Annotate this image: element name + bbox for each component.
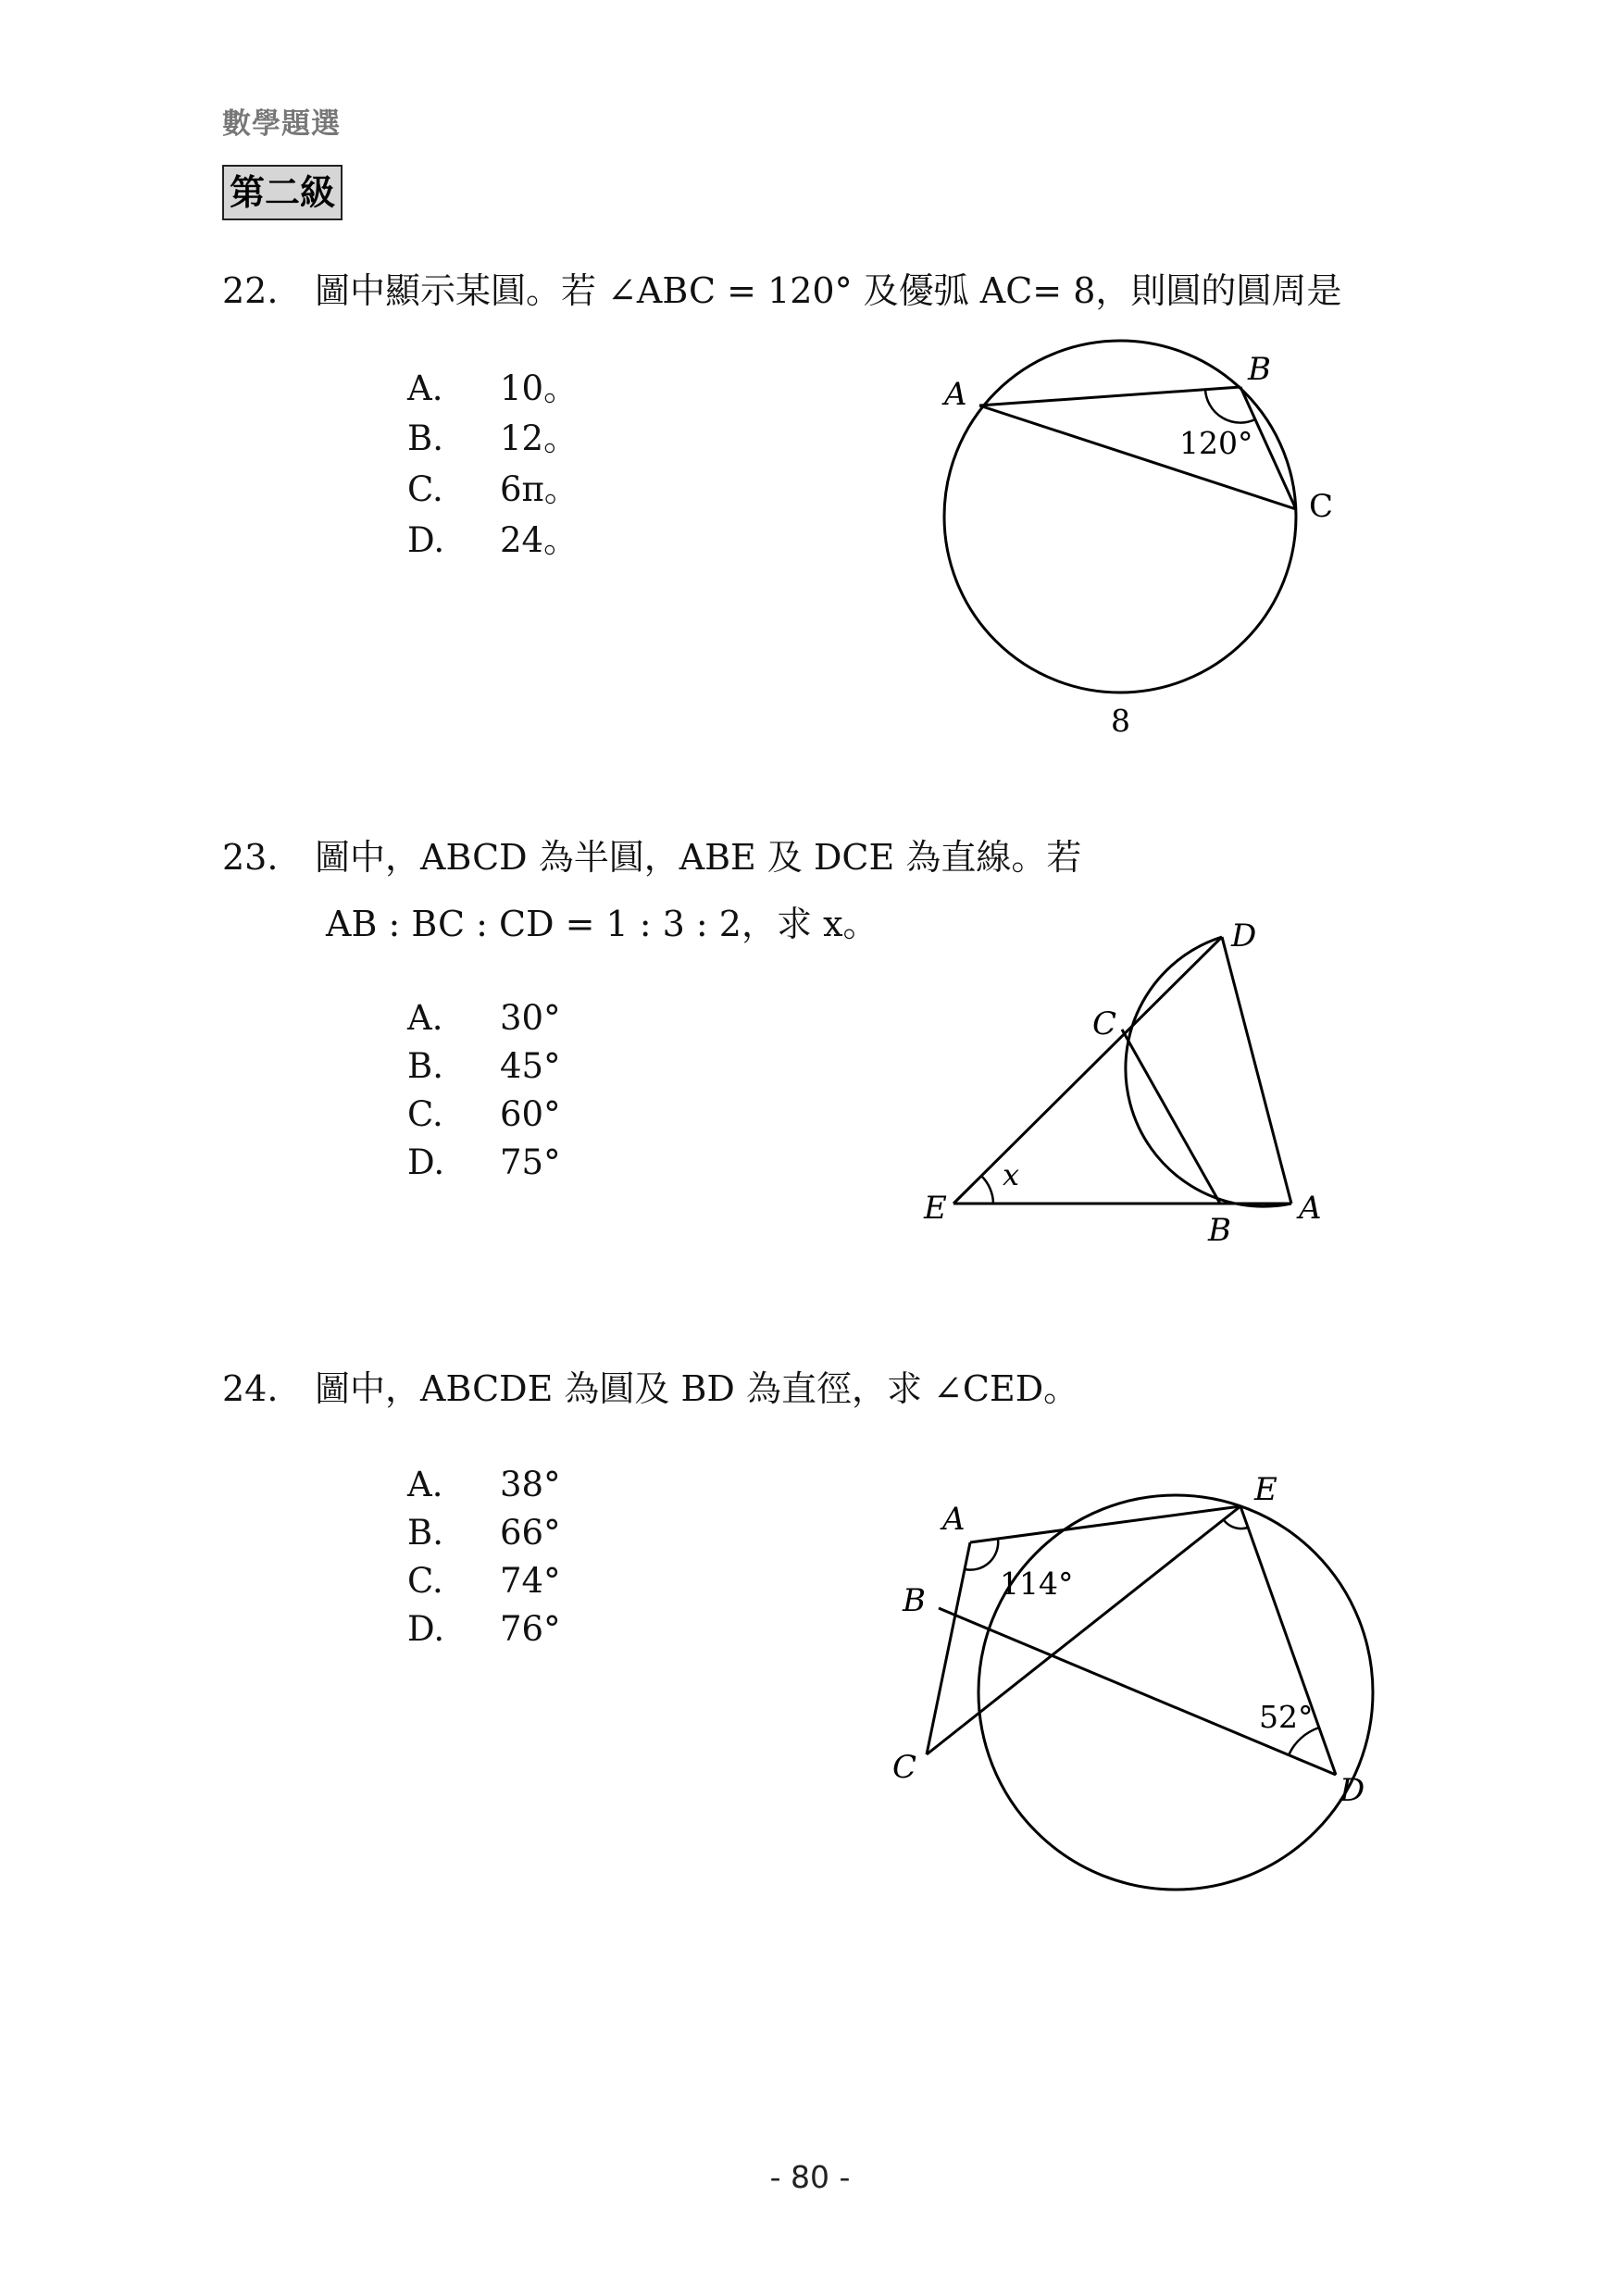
q23-label-e: E	[924, 1190, 947, 1227]
q23-chord-cb	[1122, 1029, 1220, 1204]
page-number: - 80 -	[769, 2159, 851, 2195]
q22-label-b: B	[1248, 351, 1271, 388]
option-label: A.	[407, 368, 443, 408]
question-23-number: 23.	[222, 837, 279, 878]
q24-angle-arc-e	[1224, 1520, 1248, 1529]
option-value: 76°	[500, 1609, 561, 1649]
option-value: 6π。	[500, 469, 579, 509]
q23-label-c: C	[1092, 1005, 1117, 1042]
option-value: 45°	[500, 1046, 561, 1086]
option-value: 60°	[500, 1094, 561, 1134]
option-label: D.	[407, 520, 445, 560]
option-label: D.	[407, 1609, 445, 1649]
question-23-text-line2: AB : BC : CD = 1 : 3 : 2，求 x。	[326, 904, 879, 944]
q23-line-ecd	[953, 937, 1222, 1204]
q24-label-a: A	[942, 1501, 966, 1538]
q23-label-d: D	[1231, 917, 1257, 955]
q24-label-c: C	[892, 1749, 917, 1786]
q23-semicircle	[1126, 937, 1291, 1206]
q22-label-angle: 120°	[1179, 425, 1253, 461]
q23-diameter-da	[1222, 937, 1291, 1204]
q24-label-angle-d: 52°	[1259, 1699, 1314, 1735]
question-24-text: 圖中，ABCDE 為圓及 BD 為直徑，求 ∠CED。	[315, 1368, 1079, 1409]
question-23-option-b	[407, 1046, 561, 1087]
option-label: C.	[407, 469, 443, 509]
option-value: 30°	[500, 998, 561, 1038]
question-22-text: 圖中顯示某圓。若 ∠ABC = 120° 及優弧 AC= 8，則圓的圓周是	[315, 270, 1342, 311]
option-label: D.	[407, 1142, 445, 1182]
option-value: 38°	[500, 1465, 561, 1504]
q24-diameter-bd	[939, 1608, 1336, 1775]
option-label: C.	[407, 1561, 443, 1601]
q24-chord-ac	[927, 1542, 970, 1754]
q24-label-angle-a: 114°	[1000, 1566, 1074, 1602]
q22-label-arc: 8	[1111, 703, 1130, 739]
option-value: 24。	[500, 520, 579, 560]
option-label: A.	[407, 998, 443, 1038]
option-label: B.	[407, 1046, 443, 1086]
q24-label-d: D	[1340, 1772, 1365, 1809]
option-label: B.	[407, 418, 443, 458]
option-value: 66°	[500, 1513, 561, 1553]
question-24-option-c	[407, 1561, 561, 1602]
question-24-option-a	[407, 1465, 561, 1505]
option-value: 75°	[500, 1142, 561, 1182]
question-23-option-a	[407, 998, 561, 1039]
question-23-option-c	[407, 1094, 561, 1135]
level-badge: 第二級	[222, 165, 343, 220]
q24-chord-ce	[927, 1506, 1240, 1754]
q23-label-b: B	[1208, 1212, 1231, 1249]
option-label: C.	[407, 1094, 443, 1134]
q22-label-a: A	[944, 376, 967, 413]
header-title: 數學題選	[222, 107, 341, 141]
question-24-option-d	[407, 1609, 561, 1650]
option-value: 12。	[500, 418, 579, 458]
option-label: B.	[407, 1513, 443, 1553]
question-23-text-line1: 圖中，ABCD 為半圓，ABE 及 DCE 為直線。若	[315, 837, 1082, 878]
q24-label-e: E	[1254, 1471, 1277, 1508]
q24-circle	[978, 1495, 1373, 1890]
q22-chord-ab	[979, 387, 1240, 406]
question-23-option-d	[407, 1142, 561, 1183]
question-24-option-b	[407, 1513, 561, 1554]
q23-label-x: x	[1003, 1157, 1020, 1192]
option-label: A.	[407, 1465, 443, 1504]
question-24-number: 24.	[222, 1368, 279, 1409]
q24-label-b: B	[903, 1582, 926, 1619]
q22-label-c: C	[1309, 488, 1334, 525]
q23-label-a: A	[1299, 1190, 1322, 1227]
q23-angle-arc	[981, 1176, 993, 1204]
option-value: 74°	[500, 1561, 561, 1601]
question-22-number: 22.	[222, 270, 279, 311]
option-value: 10。	[500, 368, 579, 408]
